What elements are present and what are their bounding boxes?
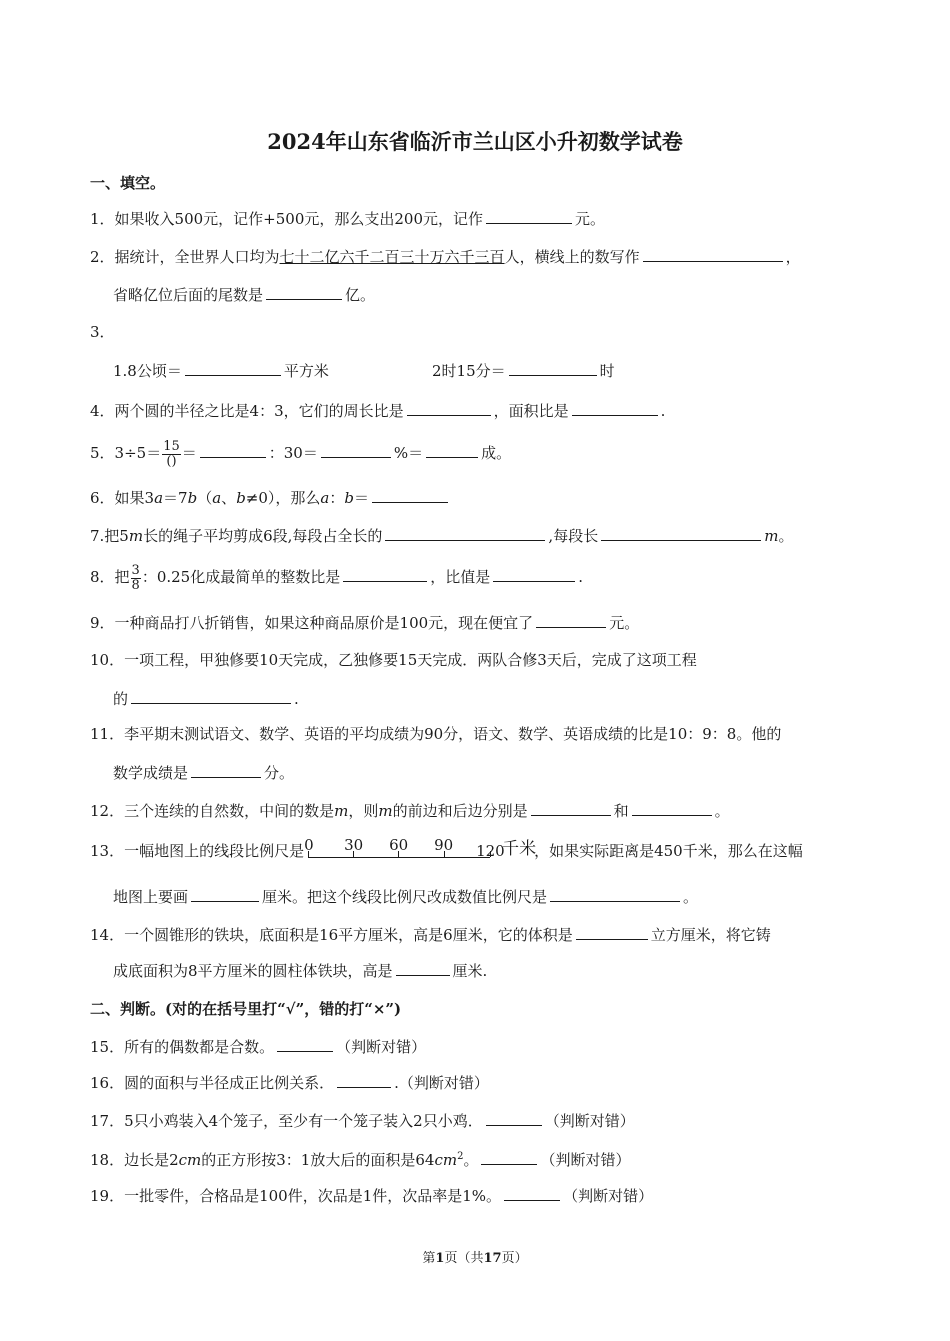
answer-blank[interactable]	[576, 924, 648, 940]
question-19: 19．一批零件，合格品是100件，次品是1件，次品率是1%。 （判断对错）	[90, 1187, 654, 1205]
fraction: $\frac{3}{8}$	[131, 562, 140, 593]
answer-blank[interactable]	[200, 442, 266, 458]
question-13-continued: 地图上要画 厘米。把这个线段比例尺改成数值比例尺是 。	[113, 888, 699, 906]
line-segment-scale	[304, 836, 537, 867]
page-footer: 第1页（共17页）	[422, 1251, 528, 1266]
scale-label: 0	[304, 836, 314, 854]
question-10-continued: 的 .	[113, 690, 299, 708]
question-18: 18．边长是2cm的正方形按3：1放大后的面积是$64cm^2$。 （判断对错）	[90, 1151, 631, 1169]
answer-blank[interactable]	[531, 800, 611, 816]
answer-blank[interactable]	[185, 360, 281, 376]
question-1: 1．如果收入500元，记作+500元，那么支出200元，记作 元。	[90, 210, 606, 228]
answer-blank[interactable]	[601, 525, 761, 541]
scale-unit: 千米	[502, 839, 537, 859]
question-3-part-a: 1.8公顷＝ 平方米	[113, 362, 329, 380]
question-14-continued: 成底面积为8平方厘米的圆柱体铁块，高是 厘米.	[113, 962, 488, 980]
question-14: 14．一个圆锥形的铁块，底面积是16平方厘米，高是6厘米，它的体积是 立方厘米，将它铸	[90, 926, 771, 944]
answer-blank[interactable]	[191, 886, 259, 902]
answer-blank[interactable]	[277, 1036, 333, 1052]
question-5: 5．3÷5＝ $\frac{15}{()}$ ＝ ：30＝ %＝ 成。	[90, 438, 512, 469]
question-4: 4．两个圆的半径之比是4：3，它们的周长比是 ，面积比是 .	[90, 402, 666, 420]
question-9: 9．一种商品打八折销售，如果这种商品原价是100元，现在便宜了 元。	[90, 614, 640, 632]
answer-blank[interactable]	[504, 1185, 560, 1201]
answer-blank[interactable]	[396, 960, 450, 976]
answer-blank[interactable]	[191, 762, 261, 778]
page-number: 1	[435, 1251, 445, 1266]
question-11-continued: 数学成绩是 分。	[113, 764, 295, 782]
fraction: $\frac{15}{()}$	[163, 438, 180, 469]
page-title: 2024年山东省临沂市兰山区小升初数学试卷	[267, 129, 683, 154]
scale-label: 30	[344, 836, 364, 854]
answer-blank[interactable]	[407, 400, 491, 416]
question-3-part-b: 2时15分＝ 时	[432, 362, 615, 380]
question-7: 7.把5m长的绳子平均剪成6段,每段占全长的 ,每段长 m。	[90, 527, 794, 545]
question-2: 2．据统计，全世界人口均为七十二亿六千二百三十万六千三百人，横线上的数写作 ，	[90, 248, 801, 266]
answer-blank[interactable]	[643, 246, 783, 262]
scale-label: 120	[476, 842, 505, 860]
answer-blank[interactable]	[372, 487, 448, 503]
answer-blank[interactable]	[486, 208, 572, 224]
answer-blank[interactable]	[509, 360, 597, 376]
answer-blank[interactable]	[632, 800, 712, 816]
question-16: 16．圆的面积与半径成正比例关系． .（判断对错）	[90, 1074, 489, 1092]
question-6: 6．如果3a＝7b（a、b≠0），那么a：b＝	[90, 487, 451, 508]
question-8: 8．把 $\frac{3}{8}$ ：0.25化成最简单的整数比是 ，比值是 .	[90, 562, 584, 593]
answer-blank[interactable]	[321, 442, 391, 458]
answer-blank[interactable]	[426, 442, 478, 458]
scale-label: 60	[389, 836, 409, 854]
answer-blank[interactable]	[481, 1149, 537, 1165]
question-17: 17．5只小鸡装入4个笼子，至少有一个笼子装入2只小鸡． （判断对错）	[90, 1112, 635, 1130]
scale-label: 90	[434, 836, 454, 854]
scale-bar	[308, 857, 490, 858]
answer-blank[interactable]	[550, 886, 680, 902]
question-11: 11．李平期末测试语文、数学、英语的平均成绩为90分，语文、数学、英语成绩的比是10：9：8。他的	[90, 725, 782, 743]
answer-blank[interactable]	[343, 566, 427, 582]
answer-blank[interactable]	[493, 566, 575, 582]
section-heading-fill-in: 一、填空。	[90, 174, 166, 192]
question-2-continued: 省略亿位后面的尾数是 亿。	[113, 286, 376, 304]
answer-blank[interactable]	[131, 688, 291, 704]
answer-blank[interactable]	[486, 1110, 542, 1126]
question-13: 13．一幅地图上的线段比例尺是 0 30 60 90 120 千米 ，如果实际距离是450千米，那么在这幅	[90, 834, 803, 868]
question-15: 15．所有的偶数都是合数。 （判断对错）	[90, 1038, 427, 1056]
question-3-number: 3．	[90, 323, 115, 341]
question-12: 12．三个连续的自然数，中间的数是m，则m的前边和后边分别是 和 。	[90, 802, 730, 820]
question-10: 10．一项工程，甲独修要10天完成，乙独修要15天完成．两队合修3天后，完成了这项工程	[90, 651, 697, 669]
answer-blank[interactable]	[536, 612, 606, 628]
section-heading-true-false: 二、判断。(对的在括号里打“√”，错的打“×”)	[90, 1000, 402, 1018]
answer-blank[interactable]	[572, 400, 658, 416]
answer-blank[interactable]	[266, 284, 342, 300]
page-total: 17	[483, 1251, 502, 1266]
answer-blank[interactable]	[385, 525, 545, 541]
answer-blank[interactable]	[337, 1072, 391, 1088]
